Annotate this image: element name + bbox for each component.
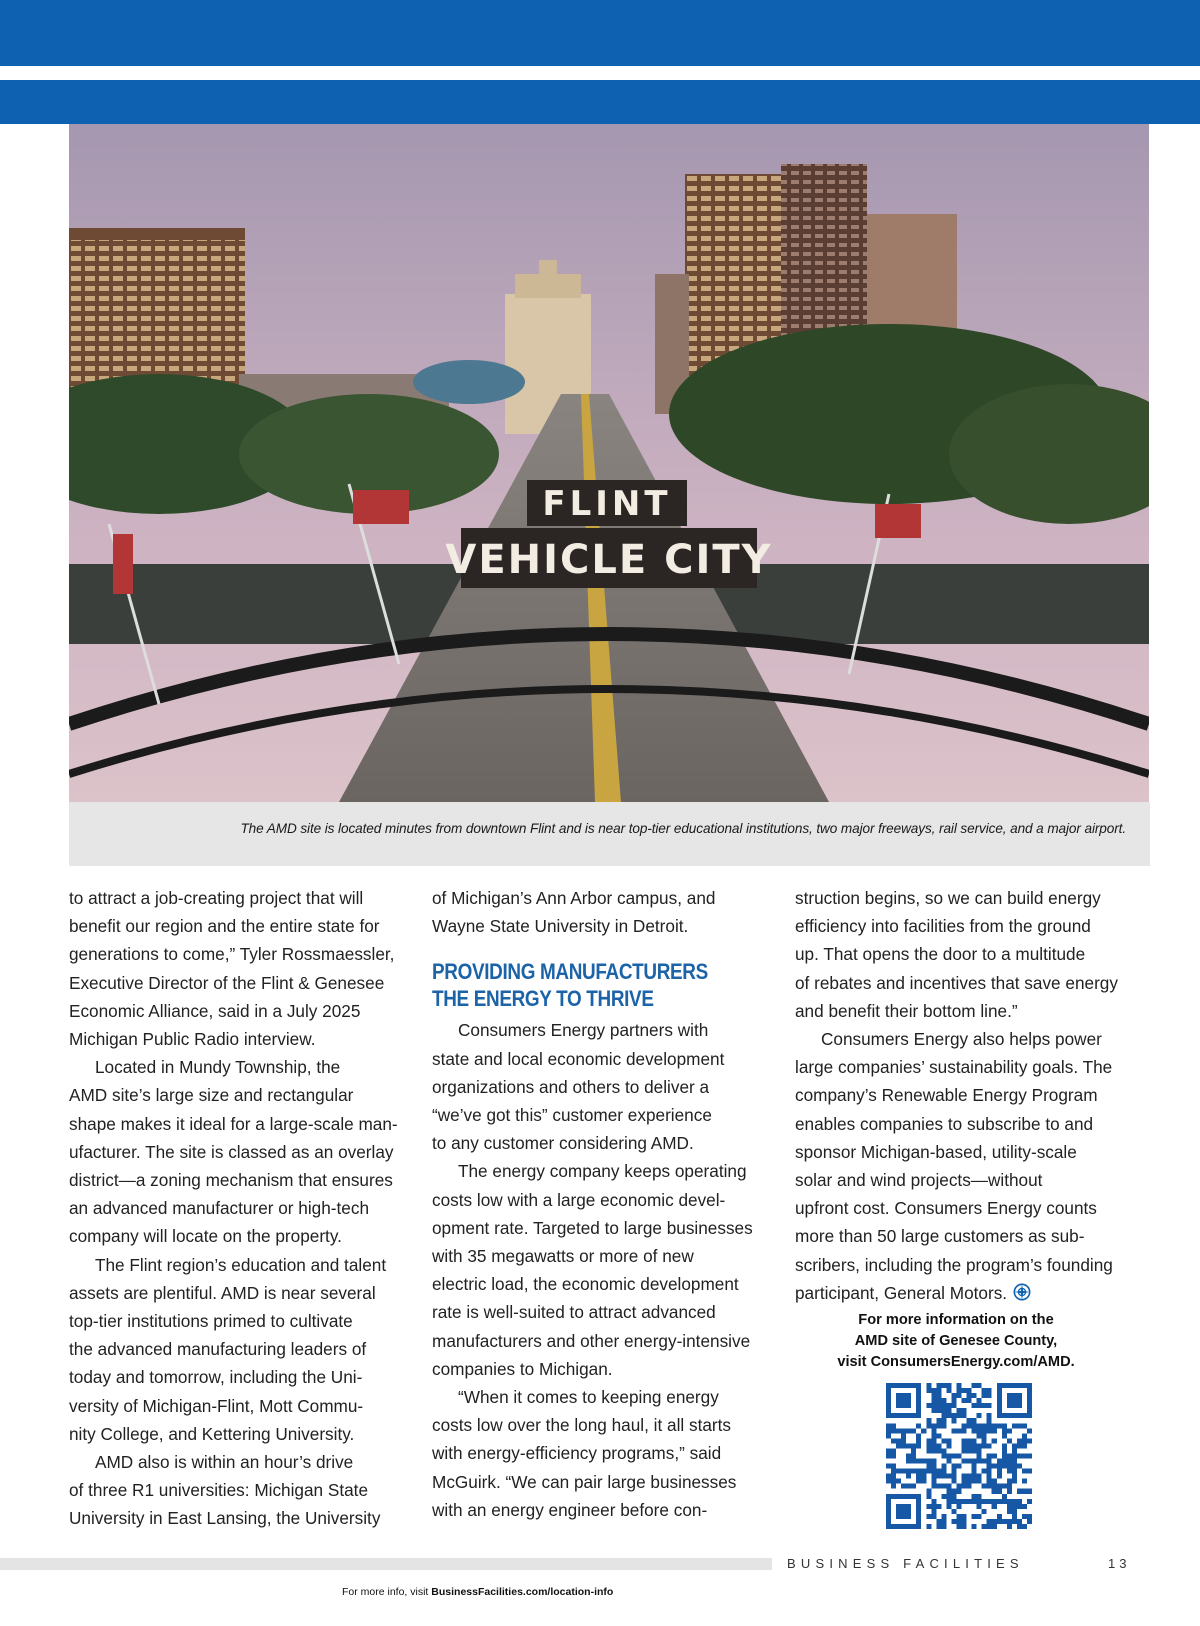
text-line: Consumers Energy also helps power bbox=[821, 1029, 1102, 1050]
text-line: The Flint region’s education and talent bbox=[95, 1254, 387, 1275]
text-line: opment rate. Targeted to large businesses bbox=[432, 1217, 753, 1238]
compass-end-mark-icon bbox=[1013, 1283, 1031, 1301]
paragraph bbox=[69, 1448, 409, 1533]
text-line bbox=[795, 1279, 1135, 1307]
text-line: with 35 megawatts or more of new bbox=[432, 1246, 694, 1267]
flint-photo bbox=[69, 124, 1149, 802]
text-line: to any customer considering AMD. bbox=[432, 1133, 694, 1154]
caption-bar bbox=[69, 802, 1150, 866]
text-line: an advanced manufacturer or high-tech bbox=[69, 1198, 370, 1219]
paragraph bbox=[432, 1157, 772, 1383]
paragraph bbox=[432, 884, 772, 940]
text-line: The energy company keeps operating bbox=[458, 1161, 747, 1182]
text-line: company’s Renewable Energy Program bbox=[795, 1085, 1098, 1106]
text-line-content: participant, General Motors. bbox=[795, 1282, 1008, 1303]
text-line: companies to Michigan. bbox=[432, 1358, 613, 1379]
text-line: Consumers Energy partners with bbox=[458, 1020, 709, 1041]
footer-publication: BUSINESS FACILITIES bbox=[787, 1556, 1024, 1571]
more-info-callout bbox=[795, 1310, 1117, 1373]
text-line: electric load, the economic development bbox=[432, 1274, 739, 1295]
text-line: scribers, including the program’s founding bbox=[795, 1254, 1113, 1275]
more-info-line: AMD site of Genesee County, bbox=[854, 1333, 1058, 1349]
text-line: of rebates and incentives that save energy bbox=[795, 972, 1118, 993]
text-line: University in East Lansing, the University bbox=[69, 1508, 381, 1529]
text-line: McGuirk. “We can pair large businesses bbox=[432, 1471, 737, 1492]
article-column-3 bbox=[795, 884, 1135, 1307]
text-line: struction begins, so we can build energy bbox=[795, 888, 1101, 908]
text-line: district—a zoning mechanism that ensures bbox=[69, 1170, 393, 1191]
footer-info-prefix: For more info, visit bbox=[342, 1586, 429, 1598]
text-line: organizations and others to deliver a bbox=[432, 1076, 710, 1097]
paragraph bbox=[432, 1383, 772, 1524]
qr-code-icon bbox=[886, 1383, 1032, 1529]
text-line: of three R1 universities: Michigan State bbox=[69, 1480, 369, 1501]
text-line: AMD site’s large size and rectangular bbox=[69, 1085, 354, 1106]
heading-line: THE ENERGY TO THRIVE bbox=[432, 986, 654, 1012]
text-line: of Michigan’s Ann Arbor campus, and bbox=[432, 888, 716, 908]
footer-rule bbox=[0, 1558, 772, 1570]
paragraph bbox=[432, 1016, 772, 1157]
footer-info-url: BusinessFacilities.com/location-info bbox=[431, 1586, 614, 1598]
text-line: versity of Michigan-Flint, Mott Commu- bbox=[69, 1395, 364, 1416]
sign-vehicle-city: VEHICLE CITY bbox=[445, 537, 773, 583]
paragraph bbox=[69, 1251, 409, 1448]
footer-info bbox=[342, 1586, 613, 1598]
text-line: costs low over the long haul, it all starts bbox=[432, 1415, 732, 1436]
text-line: sponsor Michigan-based, utility-scale bbox=[795, 1141, 1077, 1162]
text-line: Michigan Public Radio interview. bbox=[69, 1029, 316, 1050]
more-info-line: For more information on the bbox=[858, 1312, 1054, 1328]
text-line: manufacturers and other energy-intensive bbox=[432, 1330, 751, 1351]
text-line: large companies’ sustainability goals. The bbox=[795, 1057, 1113, 1078]
text-line: upfront cost. Consumers Energy counts bbox=[795, 1198, 1097, 1219]
more-info-line: visit ConsumersEnergy.com/AMD. bbox=[837, 1354, 1075, 1370]
text-line: generations to come,” Tyler Rossmaessler, bbox=[69, 944, 395, 965]
sign-flint: FLINT bbox=[542, 484, 672, 524]
text-line: with energy-efficiency programs,” said bbox=[432, 1443, 722, 1464]
text-line: Economic Alliance, said in a July 2025 bbox=[69, 1000, 361, 1021]
text-line: assets are plentiful. AMD is near several bbox=[69, 1282, 376, 1303]
heading-line: PROVIDING MANUFACTURERS bbox=[432, 959, 708, 985]
text-line: state and local economic development bbox=[432, 1048, 725, 1069]
text-line: and benefit their bottom line.” bbox=[795, 1000, 1018, 1021]
text-line: today and tomorrow, including the Uni- bbox=[69, 1367, 363, 1388]
paragraph bbox=[795, 1025, 1135, 1307]
footer-page-number: 13 bbox=[1108, 1556, 1131, 1571]
header-band-bottom bbox=[0, 80, 1200, 124]
text-line: more than 50 large customers as sub- bbox=[795, 1226, 1085, 1247]
text-line: shape makes it ideal for a large-scale man- bbox=[69, 1113, 398, 1134]
text-line: with an energy engineer before con- bbox=[432, 1499, 708, 1520]
text-line: costs low with a large economic devel- bbox=[432, 1189, 726, 1210]
text-line: rate is well-suited to attract advanced bbox=[432, 1302, 716, 1323]
text-line: Located in Mundy Township, the bbox=[95, 1057, 341, 1078]
text-line: top-tier institutions primed to cultivate bbox=[69, 1311, 353, 1332]
text-line: the advanced manufacturing leaders of bbox=[69, 1339, 367, 1360]
text-line: solar and wind projects—without bbox=[795, 1170, 1043, 1191]
text-line: Wayne State University in Detroit. bbox=[432, 916, 689, 937]
text-line: up. That opens the door to a multitude bbox=[795, 944, 1086, 965]
paragraph bbox=[69, 884, 409, 1053]
header-band-top bbox=[0, 0, 1200, 66]
text-line: “When it comes to keeping energy bbox=[458, 1387, 719, 1408]
paragraph bbox=[795, 884, 1135, 1025]
text-line: AMD also is within an hour’s drive bbox=[95, 1452, 354, 1473]
text-line: ufacturer. The site is classed as an overlay bbox=[69, 1141, 394, 1162]
text-line: to attract a job-creating project that will bbox=[69, 888, 364, 908]
paragraph bbox=[69, 1053, 409, 1250]
article-column-1 bbox=[69, 884, 409, 1533]
text-line: Executive Director of the Flint & Genesee bbox=[69, 972, 385, 993]
text-line: “we’ve got this” customer experience bbox=[432, 1105, 712, 1126]
text-line: nity College, and Kettering University. bbox=[69, 1423, 355, 1444]
article-column-2 bbox=[432, 884, 772, 1524]
photo-caption: The AMD site is located minutes from downtown Flint and is near top-tier educational institutions, two major freeways, rail service, and a major airport. bbox=[240, 821, 1126, 836]
text-line: company will locate on the property. bbox=[69, 1226, 342, 1247]
section-heading bbox=[432, 958, 724, 1012]
text-line: benefit our region and the entire state for bbox=[69, 916, 380, 937]
text-line: enables companies to subscribe to and bbox=[795, 1113, 1094, 1134]
text-line: efficiency into facilities from the ground bbox=[795, 916, 1091, 937]
